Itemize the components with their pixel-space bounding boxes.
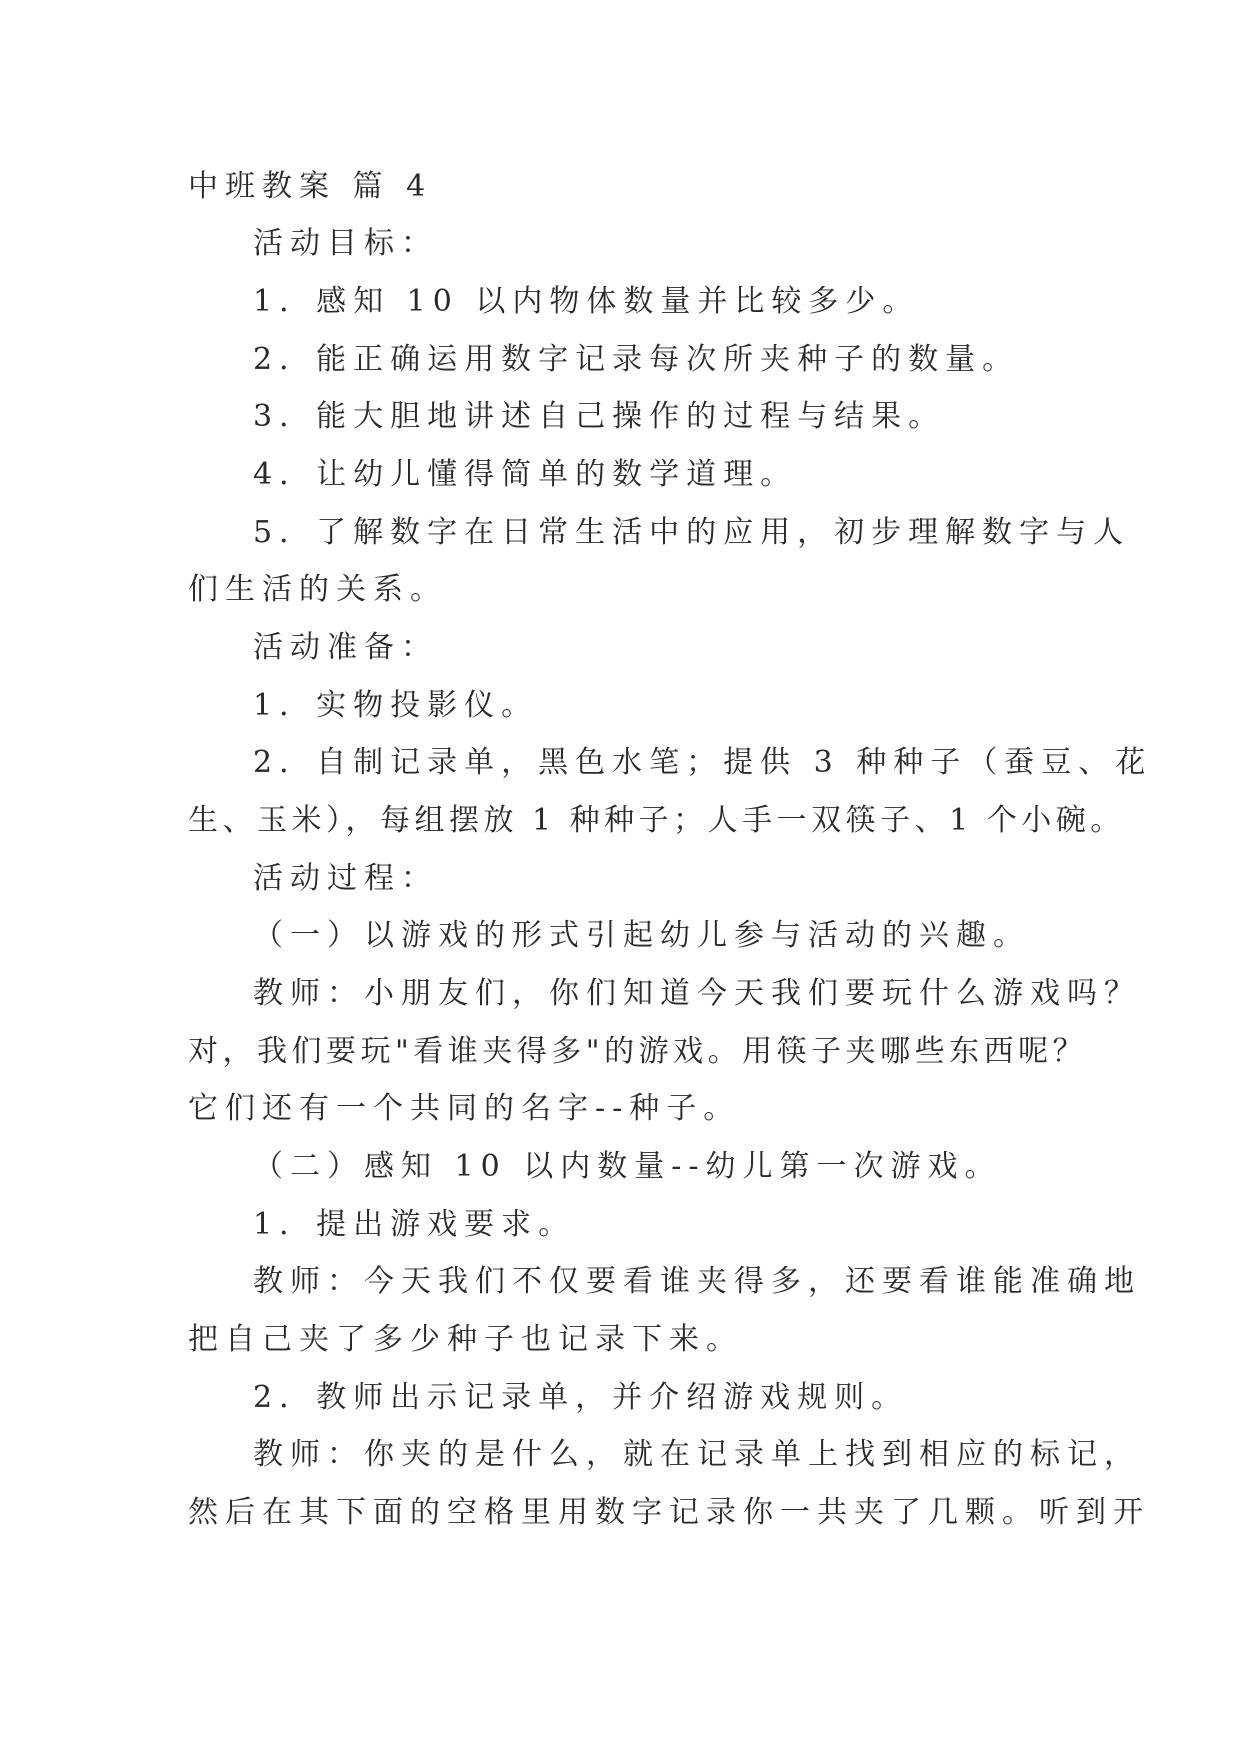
paragraph-line: 教师：今天我们不仅要看谁夹得多，还要看谁能准确地 xyxy=(253,1264,1141,1299)
paragraph-line: 2．自制记录单，黑色水笔；提供 3 种种子（蚕豆、花 xyxy=(253,745,1153,780)
paragraph-line: 4．让幼儿懂得简单的数学道理。 xyxy=(253,457,798,492)
section-heading: 活动过程： xyxy=(253,861,438,896)
paragraph-line: 1．提出游戏要求。 xyxy=(253,1207,576,1242)
paragraph-line: 3．能大胆地讲述自己操作的过程与结果。 xyxy=(253,399,946,434)
paragraph-line: 1．实物投影仪。 xyxy=(253,688,539,723)
paragraph-line: 1．感知 10 以内物体数量并比较多少。 xyxy=(253,284,920,319)
paragraph-line: 5．了解数字在日常生活中的应用，初步理解数字与人 xyxy=(253,515,1131,550)
paragraph-line: 然后在其下面的空格里用数字记录你一共夹了几颗。听到开 xyxy=(188,1495,1150,1530)
paragraph-line: 把自己夹了多少种子也记录下来。 xyxy=(188,1322,743,1357)
paragraph-line: 们生活的关系。 xyxy=(188,572,447,607)
section-heading: 活动准备： xyxy=(253,630,438,665)
paragraph-line: （一）以游戏的形式引起幼儿参与活动的兴趣。 xyxy=(253,918,1030,953)
document-title: 中班教案 篇 4 xyxy=(188,169,433,204)
paragraph-line: 教师：小朋友们，你们知道今天我们要玩什么游戏吗？ xyxy=(253,976,1141,1011)
paragraph-line: 生、玉米），每组摆放 1 种种子；人手一双筷子、1 个小碗。 xyxy=(188,803,1125,838)
paragraph-line: 它们还有一个共同的名字--种子。 xyxy=(188,1091,741,1126)
paragraph-line: （二）感知 10 以内数量--幼儿第一次游戏。 xyxy=(253,1149,1002,1184)
paragraph-line: 对，我们要玩"看谁夹得多"的游戏。用筷子夹哪些东西呢？ xyxy=(188,1034,1088,1069)
paragraph-line: 教师：你夹的是什么，就在记录单上找到相应的标记， xyxy=(253,1437,1141,1472)
paragraph-line: 2．能正确运用数字记录每次所夹种子的数量。 xyxy=(253,342,1020,377)
paragraph-line: 2．教师出示记录单，并介绍游戏规则。 xyxy=(253,1380,909,1415)
section-heading: 活动目标： xyxy=(253,226,438,261)
